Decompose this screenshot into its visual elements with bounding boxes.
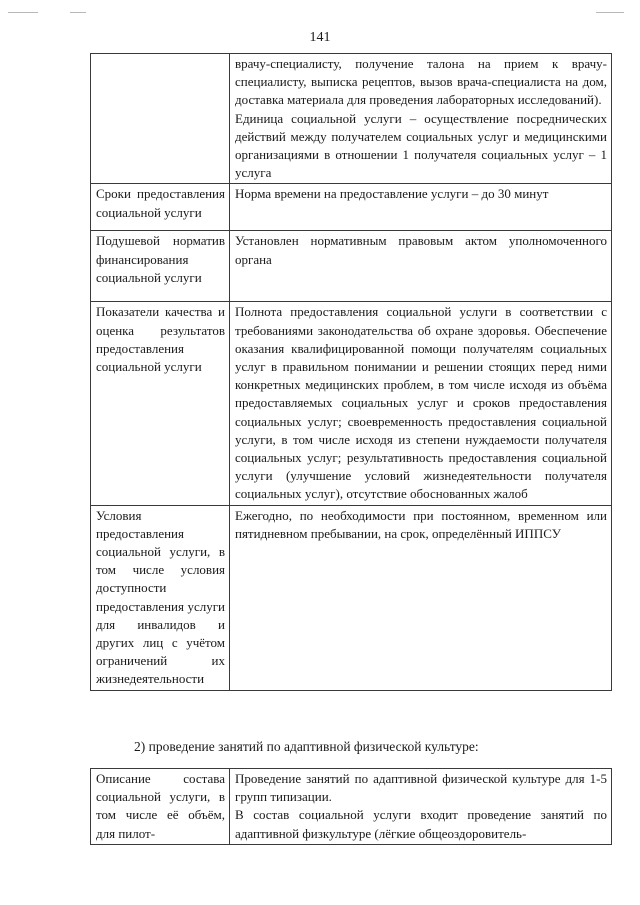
services-table	[90, 53, 612, 691]
table-row	[91, 184, 612, 231]
row-label	[91, 54, 230, 184]
row-content	[230, 231, 612, 302]
table-row	[91, 54, 612, 184]
table-row	[91, 505, 612, 690]
row-content	[230, 54, 612, 184]
row-label: Показатели качества и оценка результатов предоставления социальной услуги	[91, 302, 230, 505]
content-paragraph: Установлен нормативным правовым актом уполномоченного органа	[235, 233, 607, 267]
content-paragraph: В состав социальной услуги входит проведение занятий по адаптивной физкультуре (лёгкие общеоздоровитель-	[235, 807, 607, 841]
table-row	[91, 769, 612, 845]
section-heading: 2) проведение занятий по адаптивной физической культуре:	[134, 739, 479, 754]
row-label: Подушевой норматив финансирования социальной услуги	[91, 231, 230, 302]
row-content	[230, 769, 612, 845]
row-label: Описание состава социальной услуги, в том числе её объём, для пилот-	[91, 769, 230, 845]
row-content	[230, 184, 612, 231]
row-label: Условия предоставления социальной услуги, в том числе условия доступности предоставления услуги для инвалидов и других лиц с учётом ограничений их жизнедеятельности	[91, 505, 230, 690]
scan-mark	[8, 12, 38, 13]
table-row	[91, 302, 612, 505]
table-row	[91, 231, 612, 302]
row-label: Сроки предоставления социальной услуги	[91, 184, 230, 231]
content-paragraph: врачу-специалисту, получение талона на прием к врачу-специалисту, выписка рецептов, вызов врача-специалиста на дом, доставка материала для проведения лабораторных исследований).	[235, 56, 607, 108]
content-paragraph: Норма времени на предоставление услуги – до 30 минут	[235, 186, 549, 202]
content-paragraph: Единица социальной услуги – осуществление посреднических действий между получателем социальных услуг и медицинскими организациями в отношении 1 получателя социальных услуг – 1 услуга	[235, 110, 607, 181]
content-paragraph: Проведение занятий по адаптивной физической культуре для 1-5 групп типизации.	[235, 771, 607, 805]
row-content	[230, 302, 612, 505]
row-content	[230, 505, 612, 690]
scan-mark	[70, 12, 86, 13]
content-paragraph: Ежегодно, по необходимости при постоянном, временном или пятидневном пребывании, на срок, определённый ИППСУ	[235, 507, 607, 541]
services-table	[90, 768, 612, 845]
scan-mark	[596, 12, 624, 13]
page-number: 141	[309, 30, 331, 45]
content-paragraph: Полнота предоставления социальной услуги в соответствии с требованиями законодательства об охране здоровья. Обеспечение оказания квалифицированной помощи получателям социальных услуг в правильном понимании и решении стоящих перед ними конкретных медицинских проблем, в том числе исходя из объёма предоставляемых социальных услуг и сроков предоставления социальных услуг; своевременность предоставления социальной услуги, в том числе исходя из степени нуждаемости получателя социальных услуг; результативность предоставления социальной услуги (улучшение условий жизнедеятельности получателя социальных услуг), отсутствие обоснованных жалоб	[235, 304, 607, 502]
